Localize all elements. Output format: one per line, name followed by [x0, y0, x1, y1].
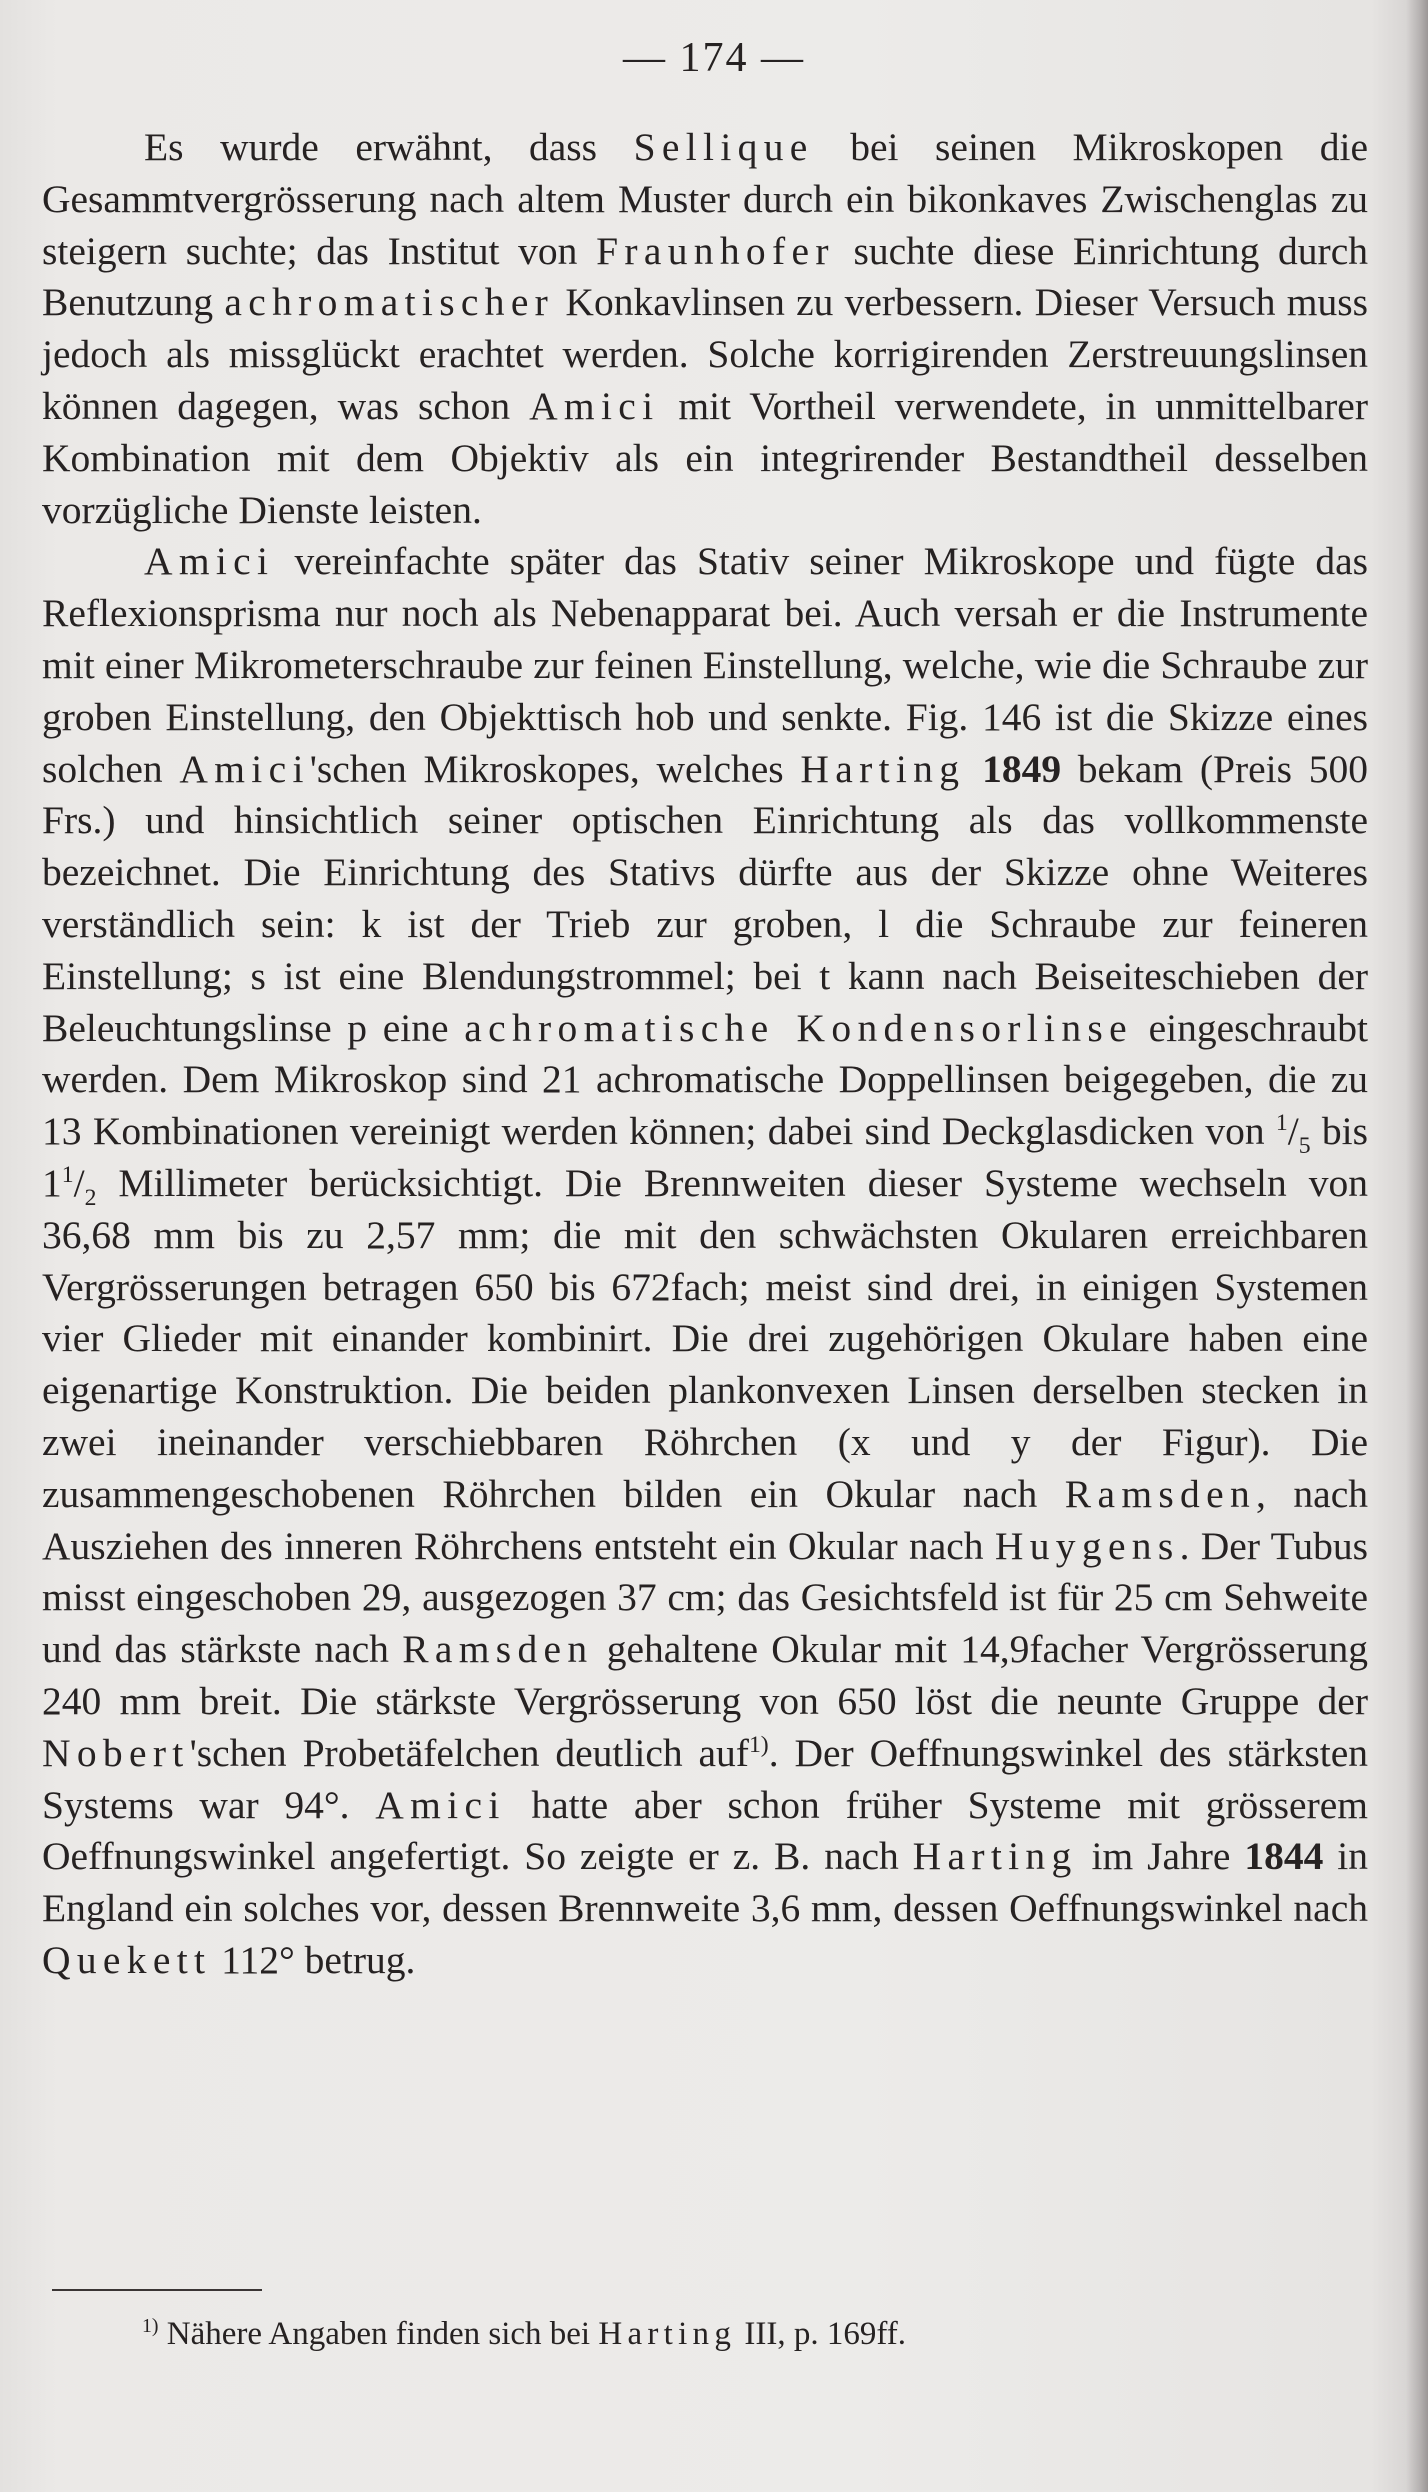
name-ramsden: Ramsden [402, 1627, 594, 1672]
name-ramsden: Ramsden [1064, 1471, 1257, 1516]
text-run [965, 747, 982, 791]
name-nobert: Nobert [42, 1730, 190, 1775]
text-run: in England ein solches vor, dessen Brennweite 3,6 mm, dessen Oeffnungswinkel nach [42, 1834, 1368, 1931]
page-edge-shadow [1406, 0, 1428, 2492]
name-quekett: Quekett [42, 1937, 212, 1982]
term-achromatische-kondensorlinse: achromatische Kondensorlinse [464, 1005, 1133, 1050]
page-number: — 174 — [623, 35, 805, 81]
fraction-numerator: 1 [61, 1161, 74, 1188]
fraction-one-fifth: $^1/_5$ [1275, 1109, 1311, 1160]
text-run: , nach Ausziehen des inneren Röhrchens entsteht ein Okular nach [42, 1471, 1368, 1568]
text-run: 'schen Mikroskopes, welches [309, 746, 801, 791]
text-run: bei seinen Mikroskopen die Gesammtvergrösserung nach altem Muster durch ein bikonkaves Zwischenglas zu steigern suchte; das Institut von [42, 125, 1368, 273]
text-run: bis 1 [42, 1109, 1368, 1205]
name-amici: Amici [144, 539, 275, 584]
text-run: 'schen Probetäfelchen deutlich auf [189, 1730, 749, 1775]
text-run: 112° betrug. [211, 1937, 416, 1982]
text-run: Millimeter berücksichtigt. Die Brennweiten dieser Systeme wechseln von 36,68 mm bis zu 2,57 mm; die mit den schwächsten Okularen erreichbaren Vergrösserungen betragen 650 bis 672fach; meist sind drei, in einigen Systemen vier Glieder mit einander kombinirt. Die drei zugehörigen Okulare haben eine eigenartige Konstruktion. Die beiden plankonvexen Linsen derselben stecken in zwei ineinander verschiebbaren Röhrchen (x und y der Figur). Die zusammengeschobenen Röhrchen bilden ein Okular nach [42, 1160, 1368, 1516]
fraction-denominator: 2 [84, 1184, 97, 1211]
name-harting: Harting [598, 2316, 737, 2352]
year-1844: 1844 [1244, 1834, 1324, 1879]
footnote-mark: 1) [142, 2315, 159, 2337]
text-run: . Der Oeffnungswinkel des stärksten Systems war 94°. [42, 1730, 1368, 1827]
text-run: Konkavlinsen zu verbessern. Dieser Versuch muss jedoch als missglückt erachtet werden. Solche korrigirenden Zerstreuungslinsen können dagegen, was schon [42, 280, 1369, 428]
text-run: mit Vortheil verwendete, in unmittelbarer Kombination mit dem Objektiv als ein integrirender Bestandtheil desselben vorzügliche Dienste leisten. [42, 383, 1368, 532]
paragraph-1 [42, 122, 1368, 536]
text-run: vereinfachte später das Stativ seiner Mikroskope und fügte das Reflexionsprisma nur noch als Nebenapparat bei. Auch versah er die Instrumente mit einer Mikrometerschraube zur feinen Einstellung, welche, wie die Schraube zur groben Einstellung, den Objekttisch hob und senkte. Fig. 146 ist die Skizze eines solchen [42, 539, 1368, 791]
text-run: eingeschraubt werden. Dem Mikroskop sind 21 achromatische Doppellinsen beigegeben, die zu 13 Kombinationen vereinigt werden können; dabei sind Deckglasdicken von [42, 1005, 1368, 1154]
year-1849: 1849 [982, 746, 1062, 791]
text-run: Es wurde erwähnt, dass [144, 125, 634, 169]
name-sellique: Sellique [633, 125, 814, 169]
name-amici: Amici [375, 1782, 506, 1827]
footnote-reference[interactable]: 1) [748, 1731, 769, 1758]
text-run: suchte diese Einrichtung durch Benutzung [42, 228, 1368, 325]
fraction-denominator: 5 [1298, 1133, 1311, 1160]
text-run: gehaltene Okular mit 14,9facher Vergrösserung 240 mm breit. Die stärkste Vergrösserung von 650 löst die neunte Gruppe der [42, 1627, 1368, 1723]
name-huygens: Huygens [994, 1523, 1180, 1568]
name-harting: Harting [912, 1834, 1078, 1879]
text-run: III, p. 169ff. [736, 2316, 906, 2352]
text-run: . Der Tubus misst eingeschoben 29, ausgezogen 37 cm; das Gesichtsfeld ist für 25 cm Sehweite und das stärkste nach [42, 1523, 1368, 1672]
name-harting: Harting [800, 746, 966, 791]
text-run: hatte aber schon früher Systeme mit grösserem Oeffnungswinkel angefertigt. So zeigte er z. B. nach [42, 1782, 1368, 1879]
text-run: Nähere Angaben finden sich bei [158, 2316, 599, 2352]
term-achromatischer: achromatischer [224, 280, 555, 325]
footnote [142, 2310, 1342, 2358]
paragraph-2 [42, 536, 1368, 1986]
text-run: im Jahre [1077, 1834, 1245, 1879]
name-amici: Amici [529, 383, 660, 428]
text-run: bekam (Preis 500 Frs.) und hinsichtlich seiner optischen Einrichtung als das vollkommenste bezeichnet. Die Einrichtung des Stativs dürfte aus der Skizze ohne Weiteres verständlich sein: k ist der Trieb zur groben, l die Schraube zur feineren Einstellung; s ist eine Blendungstrommel; bei t kann nach Beiseiteschieben der Beleuchtungslinse p eine [42, 746, 1368, 1050]
footnote-divider [52, 2289, 262, 2291]
fraction-one-half: $^1/_2$ [61, 1160, 97, 1211]
fraction-numerator: 1 [1275, 1109, 1288, 1136]
body-text [42, 122, 1368, 1987]
name-fraunhofer: Fraunhofer [596, 228, 835, 273]
name-amici: Amici [179, 746, 310, 791]
